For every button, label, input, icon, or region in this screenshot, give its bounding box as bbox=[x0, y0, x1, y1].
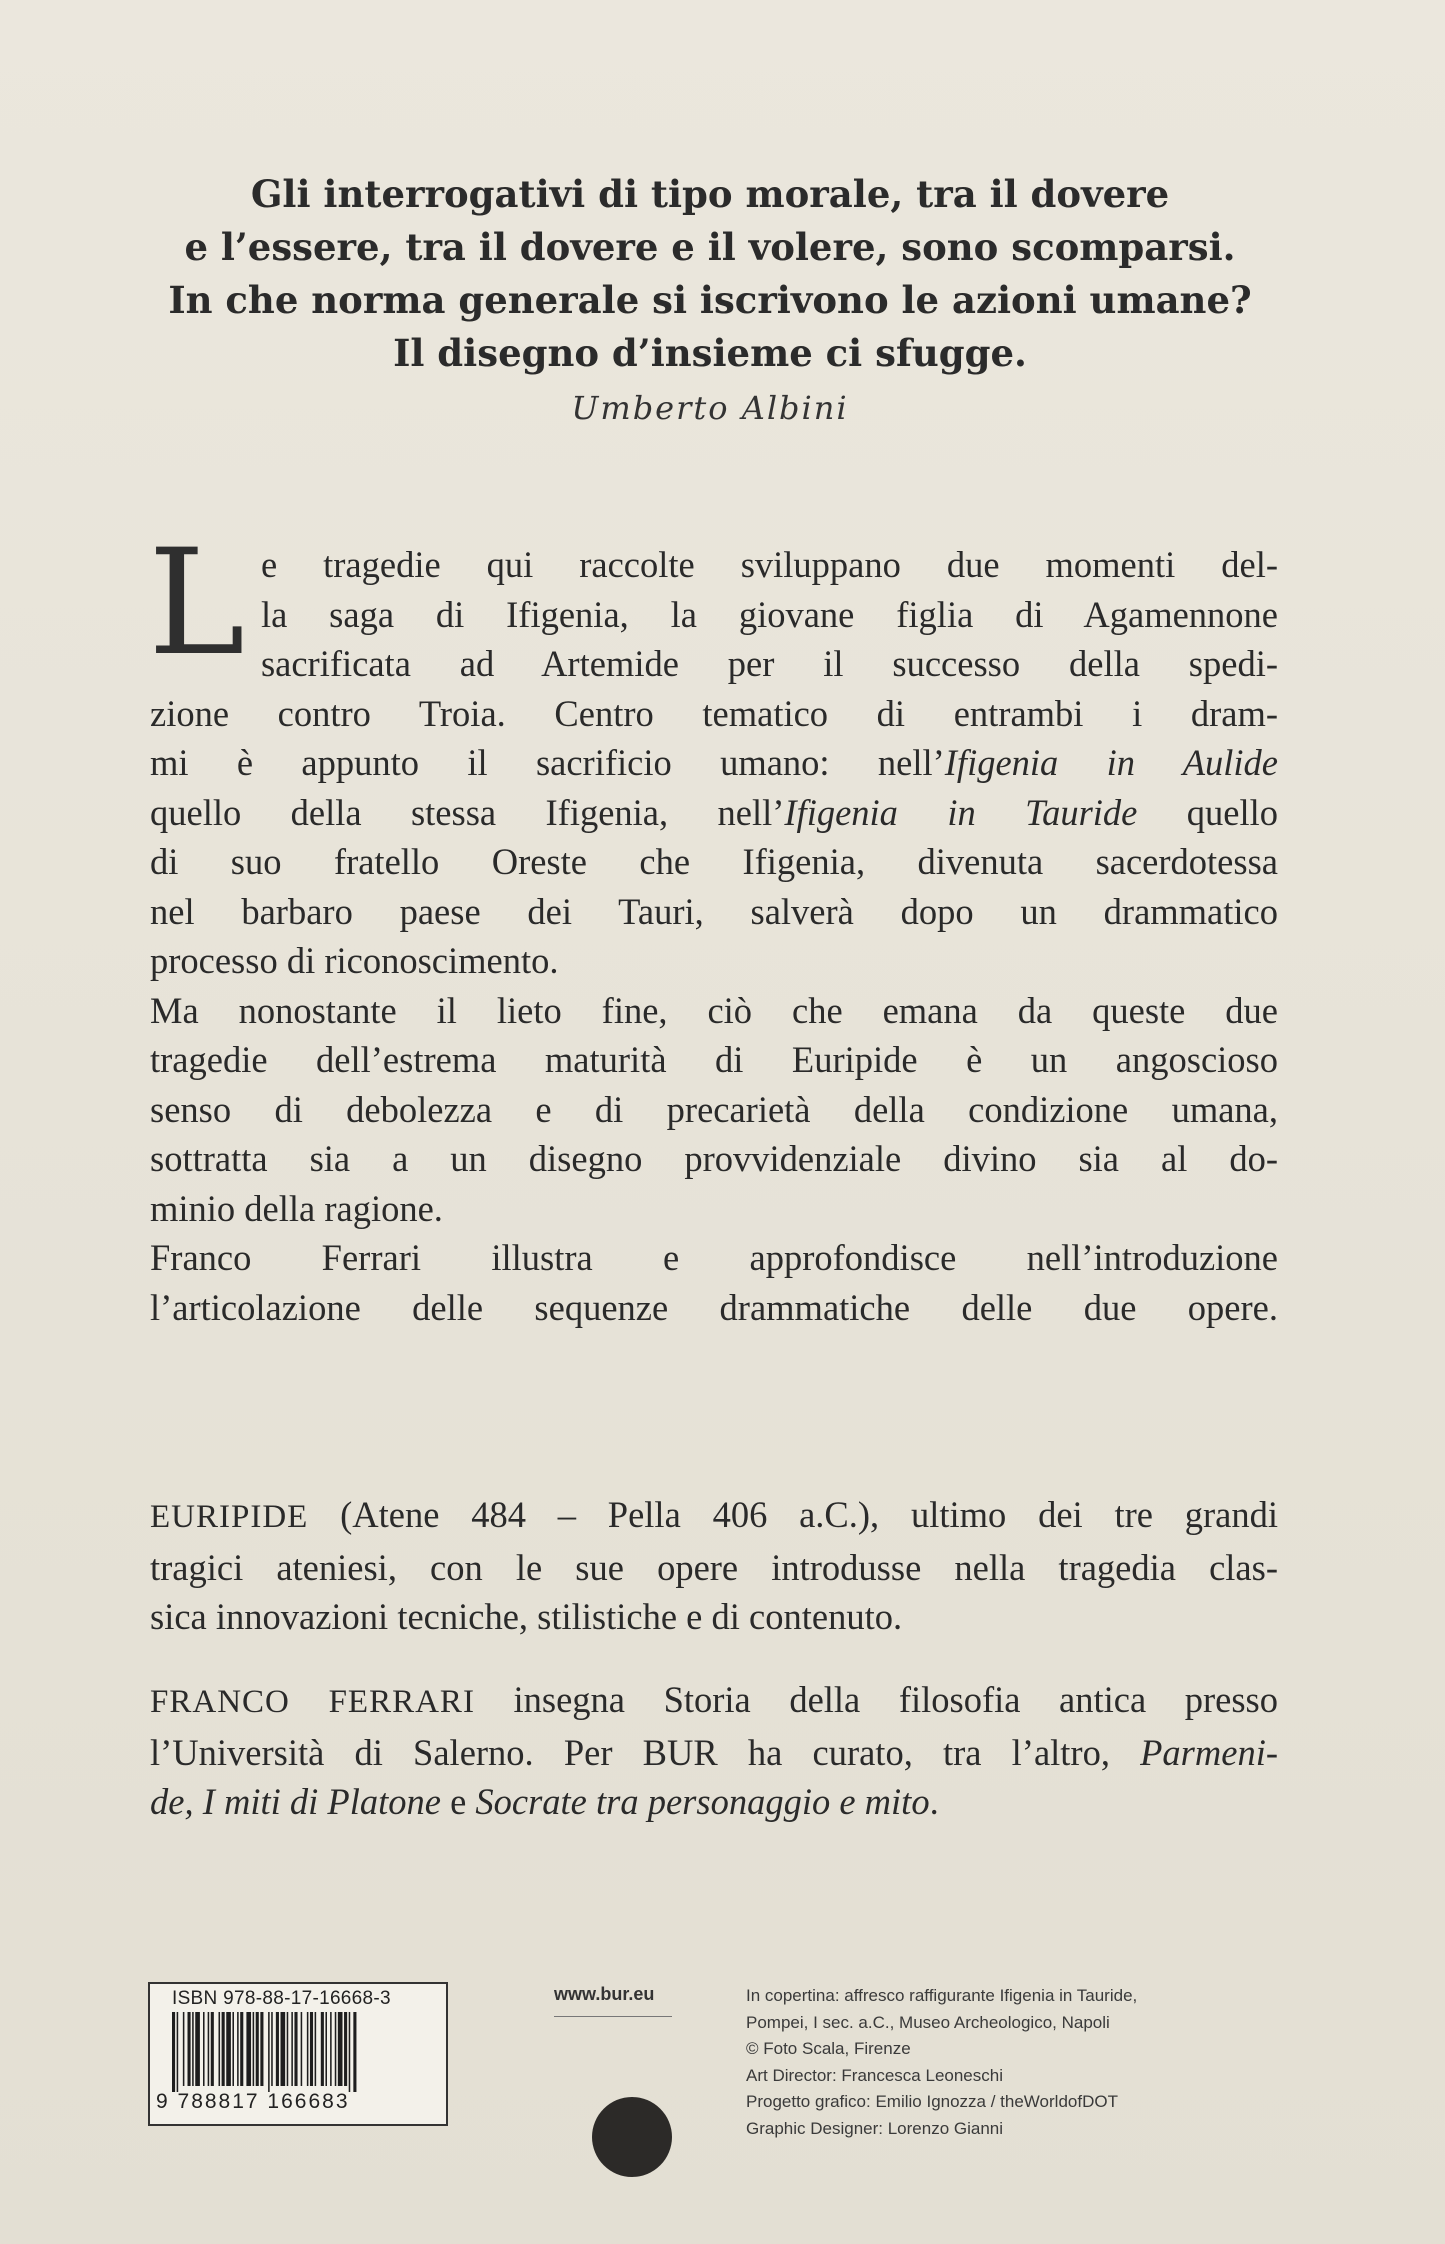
barcode-bar bbox=[291, 2012, 293, 2086]
epigraph-line: Gli interrogativi di tipo morale, tra il dovere bbox=[250, 172, 1170, 216]
barcode-bar bbox=[271, 2012, 273, 2086]
barcode-bar bbox=[310, 2012, 313, 2086]
text-line bbox=[150, 1728, 1278, 1778]
epigraph-author: Umberto Albini bbox=[571, 389, 849, 427]
book-title: Socrate tra personaggio e mito bbox=[475, 1781, 930, 1822]
barcode-bar bbox=[195, 2012, 200, 2086]
barcode-digits: 9 788817 166683 bbox=[156, 2090, 350, 2113]
book-title: de, I miti di Platone bbox=[150, 1781, 441, 1822]
text-line: tragici ateniesi, con le sue opere introdusse nella tragedia clas- bbox=[150, 1546, 1278, 1588]
text-line: zione contro Troia. Centro tematico di entrambi i dram- bbox=[150, 692, 1278, 734]
text-line: la saga di Ifigenia, la giovane figlia di Agamennone bbox=[260, 593, 1278, 635]
barcode-bar bbox=[287, 2012, 289, 2086]
barcode-bars bbox=[172, 2012, 430, 2092]
barcode-bar bbox=[237, 2012, 239, 2086]
text-fragment: e bbox=[440, 1781, 476, 1822]
barcode-bar bbox=[188, 2012, 191, 2086]
barcode-bar bbox=[260, 2012, 263, 2086]
barcode-bar bbox=[256, 2012, 259, 2086]
drop-cap: L bbox=[148, 518, 245, 688]
epigraph bbox=[110, 168, 1310, 436]
epigraph-line: e l’essere, tra il dovere e il volere, sono scomparsi. bbox=[184, 225, 1236, 269]
barcode-bar bbox=[294, 2012, 297, 2086]
barcode-bar bbox=[276, 2012, 279, 2086]
text-line: sacrificata ad Artemide per il successo della spedi- bbox=[260, 643, 1278, 684]
barcode-bar bbox=[335, 2012, 337, 2086]
text-line: e tragedie qui raccolte sviluppano due momenti del- bbox=[260, 544, 1278, 585]
website-link[interactable]: www.bur.eu bbox=[554, 1984, 655, 2004]
credit-line: © Foto Scala, Firenze bbox=[746, 2039, 911, 2058]
barcode-bar bbox=[353, 2012, 356, 2092]
blurb bbox=[148, 518, 1279, 1332]
text-line bbox=[150, 738, 1278, 788]
barcode-bar bbox=[344, 2012, 347, 2086]
editor-bio-ferrari bbox=[150, 1675, 1278, 1827]
barcode-bar bbox=[253, 2012, 255, 2086]
barcode-bar bbox=[232, 2012, 234, 2086]
text-fragment: mi è appunto il sacrificio umano: nell’ bbox=[150, 742, 945, 783]
text-line: nel barbaro paese dei Tauri, salverà dopo un drammatico bbox=[150, 890, 1278, 932]
credit-line: Pompei, I sec. a.C., Museo Archeologico, Napoli bbox=[746, 2012, 1110, 2032]
barcode-bar bbox=[246, 2012, 251, 2086]
text-fragment: l’Università di Salerno. Per BUR ha curato, tra l’altro, bbox=[150, 1731, 1141, 1773]
credits bbox=[746, 1983, 1346, 2142]
credit-line: In copertina: affresco raffigurante Ifigenia in Tauride, bbox=[746, 1986, 1138, 2005]
barcode-bar bbox=[240, 2012, 243, 2086]
text-line: di suo fratello Oreste che Ifigenia, divenuta sacerdotessa bbox=[150, 841, 1278, 882]
barcode-bar bbox=[325, 2012, 327, 2086]
book-title: Parmeni- bbox=[1140, 1731, 1278, 1773]
text-line: sottratta sia a un disegno provvidenziale divino sia al do- bbox=[150, 1138, 1278, 1179]
blurb-paragraph-3 bbox=[150, 1233, 1278, 1332]
book-title: Ifigenia in Tauride bbox=[784, 791, 1138, 833]
barcode-bar bbox=[281, 2012, 286, 2086]
text-line bbox=[150, 788, 1278, 838]
epigraph-line: Il disegno d’insieme ci sfugge. bbox=[393, 331, 1027, 375]
barcode-bar bbox=[338, 2012, 343, 2086]
text-line: Ma nonostante il lieto fine, ciò che emana da queste due bbox=[150, 989, 1278, 1031]
isbn-barcode bbox=[148, 1982, 448, 2126]
barcode-bar bbox=[349, 2012, 351, 2092]
barcode-bar bbox=[268, 2012, 270, 2092]
author-name: EURIPIDE bbox=[150, 1499, 309, 1535]
publisher-logo-dot bbox=[592, 2097, 672, 2177]
barcode-bar bbox=[183, 2012, 185, 2086]
barcode-bar bbox=[222, 2012, 225, 2086]
barcode-bar bbox=[211, 2012, 214, 2086]
editor-name: FRANCO FERRARI bbox=[150, 1684, 475, 1720]
blurb-paragraph-1 bbox=[148, 518, 1279, 986]
text-line bbox=[150, 1777, 1278, 1827]
text-line: processo di riconoscimento. bbox=[150, 940, 559, 981]
isbn-label: ISBN 978-88-17-16668-3 bbox=[172, 1988, 391, 2009]
text-line bbox=[150, 1490, 1278, 1543]
barcode-bar bbox=[203, 2012, 205, 2086]
epigraph-line: In che norma generale si iscrivono le azioni umane? bbox=[168, 278, 1252, 322]
text-line: Franco Ferrari illustra e approfondisce nell’introduzione bbox=[150, 1237, 1278, 1278]
text-fragment: quello bbox=[1137, 791, 1279, 833]
text-line: l’articolazione delle sequenze drammatiche delle due opere. bbox=[150, 1286, 1278, 1328]
text-line: minio della ragione. bbox=[150, 1187, 443, 1229]
text-fragment: insegna Storia della filosofia antica presso bbox=[474, 1679, 1279, 1720]
barcode-bar bbox=[226, 2012, 231, 2086]
text-fragment: quello della stessa Ifigenia, nell’ bbox=[150, 791, 785, 833]
barcode-bar bbox=[219, 2012, 221, 2086]
credit-line: Graphic Designer: Lorenzo Gianni bbox=[746, 2118, 1004, 2138]
barcode-bar bbox=[330, 2012, 332, 2086]
barcode-bar bbox=[301, 2012, 303, 2086]
barcode-bar bbox=[208, 2012, 210, 2086]
barcode-bar bbox=[172, 2012, 175, 2092]
credit-line: Progetto grafico: Emilio Ignozza / theWorldofDOT bbox=[746, 2092, 1118, 2111]
text-fragment: . bbox=[929, 1781, 939, 1822]
author-bio-euripide bbox=[150, 1490, 1278, 1642]
text-fragment: (Atene 484 – Pella 406 a.C.), ultimo dei tre grandi bbox=[308, 1494, 1278, 1535]
barcode-bar bbox=[307, 2012, 309, 2086]
credit-line: Art Director: Francesca Leoneschi bbox=[746, 2065, 1003, 2085]
text-line bbox=[150, 1675, 1278, 1728]
barcode-bar bbox=[192, 2012, 194, 2086]
barcode-bar bbox=[321, 2012, 324, 2086]
divider bbox=[554, 2016, 672, 2017]
blurb-paragraph-2 bbox=[150, 986, 1278, 1234]
book-title: Ifigenia in Aulide bbox=[944, 742, 1278, 783]
text-line: tragedie dell’estrema maturità di Euripide è un angoscioso bbox=[150, 1039, 1278, 1080]
barcode-bar bbox=[177, 2012, 179, 2092]
barcode-bar bbox=[315, 2012, 317, 2086]
text-line: sica innovazioni tecniche, stilistiche e di contenuto. bbox=[150, 1596, 903, 1637]
text-line: senso di debolezza e di precarietà della condizione umana, bbox=[150, 1088, 1278, 1130]
